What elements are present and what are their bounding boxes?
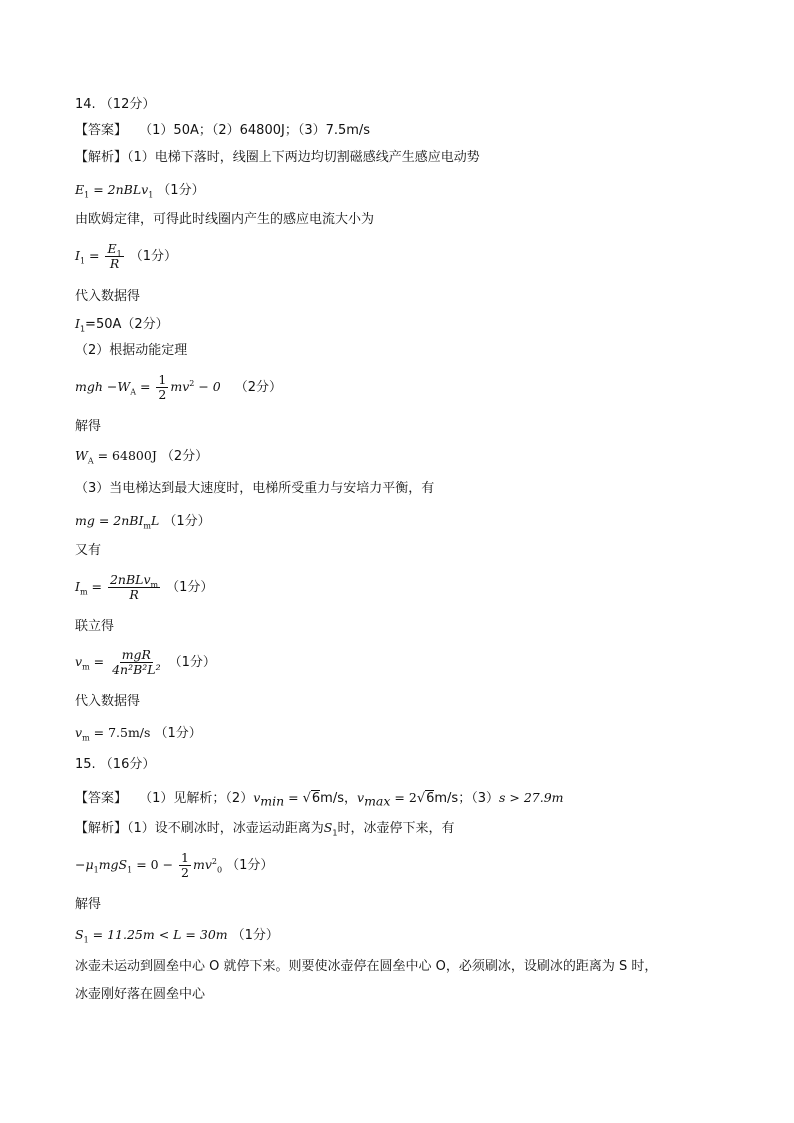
eq8-lhs: v <box>75 725 83 740</box>
q14-also-text: 又有 <box>75 543 102 558</box>
eq2-fraction <box>105 242 123 271</box>
analysis-text-a: （1）设不刷冰时，冰壶运动距离为 <box>127 821 324 836</box>
eq5-tail: L <box>151 513 160 528</box>
q14-eq5 <box>75 512 211 531</box>
analysis-s1-sub: 1 <box>332 828 338 838</box>
eq7-score: （1分） <box>168 655 216 670</box>
q14-eq1 <box>75 181 205 200</box>
ans-v2: v <box>357 790 365 805</box>
eq1-lhs: −μ <box>75 857 94 872</box>
eq1-half <box>179 851 191 880</box>
eq6-num: 2nBLv <box>109 572 151 587</box>
eq7-num: mgR <box>121 647 151 662</box>
eq4-lhs: W <box>75 448 88 463</box>
sqrt-icon: √ <box>416 791 426 806</box>
q14-eq2: $I_1$ = $\frac{E_1}{R}$ （1分） <box>75 241 177 271</box>
eq3-lhs-sub: A <box>130 387 136 397</box>
q15-solve-text: 解得 <box>75 897 102 912</box>
eq3-half-den: 2 <box>158 387 167 402</box>
q14-sub-text1: 代入数据得 <box>75 289 141 304</box>
analysis-label: 【解析】 <box>75 821 128 836</box>
eq8-lhs-sub: m <box>82 733 90 743</box>
q14-ohm-text: 由欧姆定律，可得此时线圈内产生的感应电流大小为 <box>75 212 375 227</box>
ans-v1-unit: m/s <box>320 791 344 806</box>
eq8-score: （1分） <box>154 726 202 741</box>
eq3-half <box>156 373 168 402</box>
eq3-tail: − 0 <box>194 379 221 394</box>
ans-v2-unit: m/s <box>434 791 459 806</box>
analysis-text-b: 时，冰壶停下来，有 <box>337 821 455 836</box>
q15-eq1 <box>75 851 273 880</box>
eq3-rhs: mv <box>170 379 190 394</box>
q15-para2: 冰壶刚好落在圆垒中心 <box>75 987 206 1002</box>
ans-v2-rad: 6 <box>426 791 435 806</box>
eq7-fraction <box>110 648 163 677</box>
eq1-eq: = 0 − <box>132 857 174 872</box>
eq4-lhs-sub: A <box>87 456 94 466</box>
eq2-score: （1分） <box>231 928 279 943</box>
answer-label: 【答案】 <box>75 791 128 806</box>
eq3-rhs-sup: 2 <box>189 378 195 388</box>
eq2-num-sub: 1 <box>116 249 122 259</box>
eq2-lhs-sub: 1 <box>83 935 89 945</box>
ans-v2-eq: = 2 <box>390 790 417 805</box>
eq2-lhs-sub: 1 <box>79 256 86 266</box>
answer-label: 【答案】 <box>75 123 128 138</box>
eq8-rhs: = 7.5m/s <box>89 725 151 740</box>
sqrt-icon: √ <box>302 791 311 806</box>
eq7-lhs-sub: m <box>82 662 90 672</box>
answer-part1: （1）见解析；（2） <box>139 791 254 806</box>
eq2-num: E <box>107 241 117 256</box>
eq7-lhs: v <box>75 654 83 669</box>
answer-text: （1）50A；（2）64800J；（3）7.5m/s <box>139 123 371 138</box>
q14-sub-text2: 代入数据得 <box>75 694 141 709</box>
i1-sub: 1 <box>79 324 86 334</box>
q14-part3-text: （3）当电梯达到最大速度时，电梯所受重力与安培力平衡，有 <box>75 481 435 496</box>
eq5-lhs: mg = 2nBI <box>75 513 144 528</box>
eq1-lhs-sub: 1 <box>93 865 99 875</box>
eq1-rhs-sup: 2 <box>211 856 217 866</box>
eq1-rhs-sub: 1 <box>148 190 154 200</box>
eq1-rhs-sub: 0 <box>217 865 223 875</box>
answer-part3: ；（3） <box>458 791 499 806</box>
ans-sep: ， <box>344 791 358 806</box>
q14-header: 14. （12分） <box>75 97 156 112</box>
eq1-lhs-sub: 1 <box>84 190 90 200</box>
q14-eq3: mgh $-W_A$ = $\frac{1}{2}$ $mv^2 - 0$ （2分） <box>75 372 283 402</box>
eq6-den: R <box>129 587 139 602</box>
eq3-lhs: mgh −W <box>75 379 131 394</box>
q14-eq7: $v_m$ = $\frac{\text{mgR}}{\text{4n²B²L²}}$ （1分） <box>75 647 216 677</box>
q14-analysis-line <box>75 149 480 167</box>
eq1-lhs: E <box>75 182 85 197</box>
i1-score: （2分） <box>121 317 169 332</box>
q14-solve-text: 解得 <box>75 419 102 434</box>
analysis-label: 【解析】 <box>75 150 128 165</box>
eq6-num-sub: m <box>150 580 159 590</box>
q14-i1-line <box>75 315 169 334</box>
ans-v1-rad: 6 <box>311 791 321 806</box>
q15-answer-line <box>75 789 564 808</box>
eq2-lhs: I <box>75 248 80 263</box>
eq7-den: 4n²B²L² <box>112 662 161 677</box>
eq3-score: （2分） <box>234 380 283 395</box>
eq6-score: （1分） <box>166 580 214 595</box>
eq6-fraction <box>108 573 160 602</box>
eq5-sub: m <box>143 521 151 531</box>
analysis-text: （1）电梯下落时，线圈上下两边均切割磁感线产生感应电动势 <box>127 150 480 165</box>
eq1-score: （1分） <box>157 183 205 198</box>
q15-para1: 冰壶未运动到圆垒中心 O 就停下来。则要使冰壶停在圆垒中心 O，必须刷冰，设刷冰的距离为 S 时， <box>75 959 658 974</box>
eq5-score: （1分） <box>163 514 211 529</box>
eq1-mid: mgS <box>98 857 128 872</box>
ans-v2-sub: max <box>364 793 391 809</box>
q14-eq8 <box>75 724 202 743</box>
q15-eq2 <box>75 926 279 945</box>
eq2-rhs: = 11.25m < L = 30m <box>88 927 228 942</box>
q14-part2-text: （2）根据动能定理 <box>75 343 188 358</box>
eq2-score: （1分） <box>129 249 177 264</box>
analysis-s1: S <box>323 820 333 835</box>
eq4-score: （2分） <box>160 449 209 464</box>
eq6-lhs: I <box>75 579 80 594</box>
ans-s: s > 27.9m <box>499 790 564 805</box>
ans-v1: v <box>253 790 261 805</box>
eq2-den: R <box>109 256 120 271</box>
eq3-half-num: 1 <box>158 372 167 387</box>
eq6-lhs-sub: m <box>79 587 88 597</box>
ans-v1-eq: = <box>284 790 303 805</box>
eq1-mid-sub: 1 <box>127 865 133 875</box>
eq1-half-num: 1 <box>181 850 189 865</box>
i1-value: =50A <box>85 317 122 332</box>
i1-prefix: I <box>75 316 80 331</box>
eq4-rhs: = 64800J <box>93 448 157 463</box>
q14-eq4 <box>75 447 208 466</box>
q15-header: 15. （16分） <box>75 757 156 772</box>
q14-eq6: $I_m$ = $\frac{2nBLv_m}{R}$ （1分） <box>75 572 214 602</box>
ans-v1-sub: min <box>260 793 285 809</box>
eq1-score: （1分） <box>226 858 274 873</box>
q14-answer-line <box>75 122 370 140</box>
eq1-rhs: = 2nBLv <box>89 182 149 197</box>
q15-analysis-line <box>75 819 454 838</box>
eq1-half-den: 2 <box>181 865 189 880</box>
eq2-lhs: S <box>75 927 84 942</box>
eq1-rhs: mv <box>192 857 212 872</box>
q14-combine-text: 联立得 <box>75 619 115 634</box>
